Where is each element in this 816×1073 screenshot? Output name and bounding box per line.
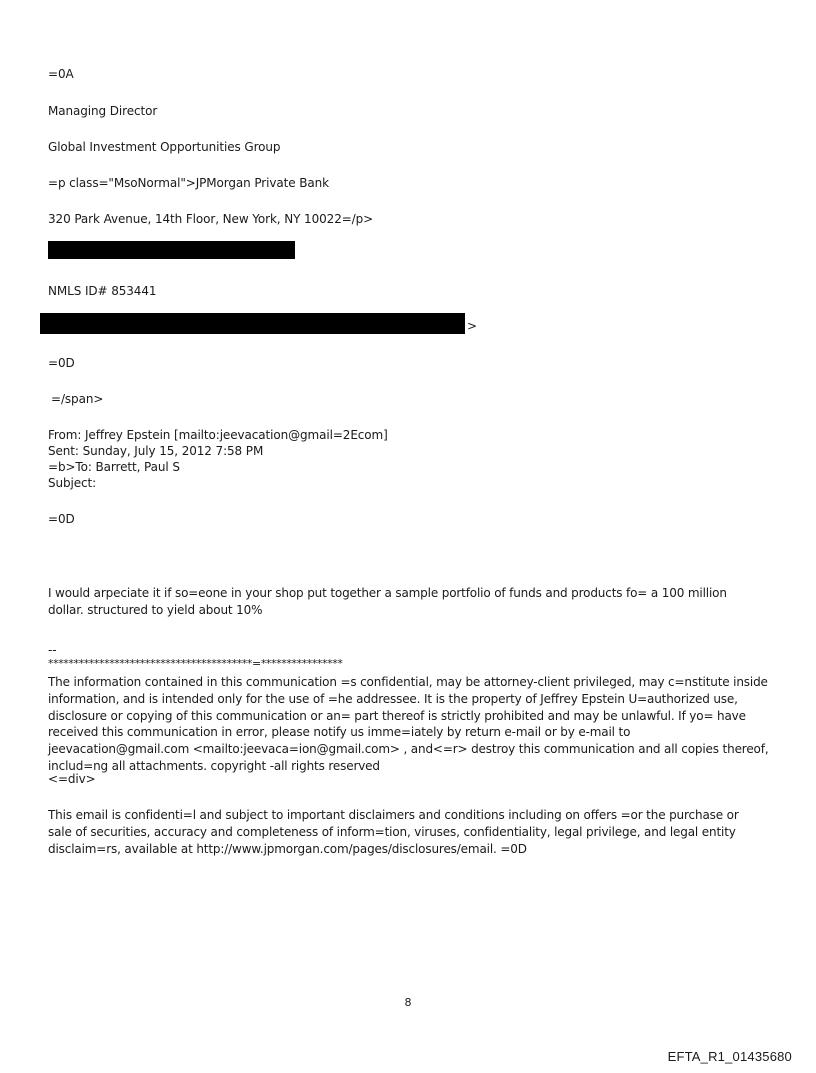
signature-dashes: -- — [48, 643, 57, 657]
email-header-sent: Sent: Sunday, July 15, 2012 7:58 PM — [48, 444, 264, 458]
span-close-tag: =/span> — [51, 392, 104, 406]
jpmorgan-disclaimer: This email is confidenti=l and subject to important disclaimers and conditions including on offers =or the purchase or sale of securities, accuracy and completeness of inform=tion, viruses, confidentiality, legal privilege, and legal entity disclaim=rs, available at http://www.jpmorgan.com/pages/disclosures/email. =0D — [48, 808, 739, 856]
message-body: I would arpeciate it if so=eone in your shop put together a sample portfolio of funds and products fo= a 100 million dollar. structured to yield about 10% — [48, 586, 727, 617]
signature-address: 320 Park Avenue, 14th Floor, New York, NY 10022=/p> — [48, 212, 374, 226]
asterisk-separator: ****************************************=**************** — [48, 657, 343, 670]
signature-group: Global Investment Opportunities Group — [48, 140, 281, 154]
redaction-trailing-bracket: > — [467, 319, 478, 333]
encoded-line-0d-2: =0D — [48, 512, 75, 526]
confidentiality-disclaimer: The information contained in this communication =s confidential, may be attorney-client privileged, may c=nstitute inside information, and is intended only for the use of =he addressee. It is the property of Jeffrey Epstein U=authorized use, disclosure or copying of this communication or an= part thereof is strictly prohibited and may be unlawful. If yo= have received this communication in error, please notify us imme=iately by return e-mail or by e-mail to jeevacation@gmail.com <mailto:jeevaca=ion@gmail.com> , and<=r> destroy this communication and all copies thereof, includ=ng all attachments. copyright -all rights reserved — [48, 675, 769, 773]
div-close-tag: <=div> — [48, 772, 96, 786]
redaction-bar-phone — [48, 241, 295, 259]
encoded-line-0a: =0A — [48, 67, 74, 81]
encoded-line-0d: =0D — [48, 356, 75, 370]
email-header-to: =b>To: Barrett, Paul S — [48, 460, 180, 474]
bates-number: EFTA_R1_01435680 — [667, 1049, 792, 1064]
signature-nmls: NMLS ID# 853441 — [48, 284, 157, 298]
email-header-subject: Subject: — [48, 476, 97, 490]
email-header-from: From: Jeffrey Epstein [mailto:jeevacation@gmail=2Ecom] — [48, 428, 388, 442]
signature-title: Managing Director — [48, 104, 158, 118]
redaction-bar-email — [40, 313, 465, 334]
page-number: 8 — [404, 996, 412, 1009]
signature-bank: =p class="MsoNormal">JPMorgan Private Bank — [48, 176, 329, 190]
